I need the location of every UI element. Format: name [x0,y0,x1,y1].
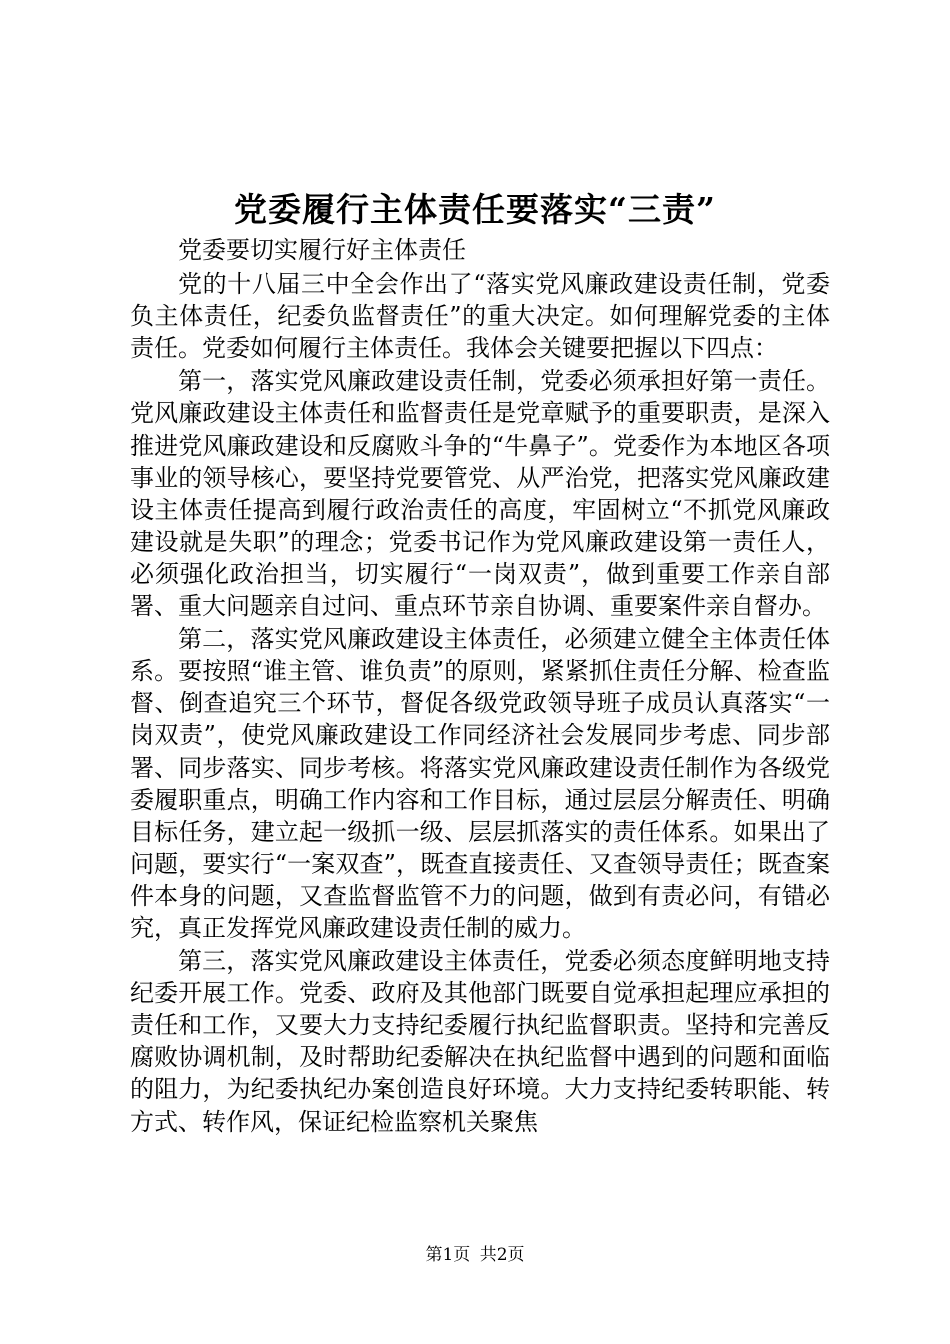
document-title: 党委履行主体责任要落实“三责” [234,190,716,229]
paragraph-first: 第一，落实党风廉政建设责任制，党委必须承担好第一责任。党风廉政建设主体责任和监督责任是党章赋予的重要职责，是深入推进党风廉政建设和反腐败斗争的“牛鼻子”。党委作为本地区各项事业的领导核心，要坚持党要管党、从严治党，把落实党风廉政建设主体责任提高到履行政治责任的高度，牢固树立“不抓党风廉政建设就是失职”的理念；党委书记作为党风廉政建设第一责任人，必须强化政治担当，切实履行“一岗双责”，做到重要工作亲自部署、重大问题亲自过问、重点环节亲自协调、重要案件亲自督办。 [130,367,830,621]
paragraph-second: 第二，落实党风廉政建设主体责任，必须建立健全主体责任体系。要按照“谁主管、谁负责”的原则，紧紧抓住责任分解、检查监督、倒查追究三个环节，督促各级党政领导班子成员认真落实“一岗双责”，使党风廉政建设工作同经济社会发展同步考虑、同步部署、同步落实、同步考核。将落实党风廉政建设责任制作为各级党委履职重点，明确工作内容和工作目标，通过层层分解责任、明确目标任务，建立起一级抓一级、层层抓落实的责任体系。如果出了问题，要实行“一案双查”，既查直接责任、又查领导责任；既查案件本身的问题，又查监督监管不力的问题，做到有责必问，有错必究，真正发挥党风廉政建设责任制的威力。 [130,625,830,942]
subheading: 党委要切实履行好主体责任 [178,236,466,264]
page-number: 第1页 [425,1245,471,1265]
page-total: 共2页 [479,1245,525,1265]
document-body [130,234,830,1139]
page-footer [0,1244,950,1266]
paragraph-third: 第三，落实党风廉政建设主体责任，党委必须态度鲜明地支持纪委开展工作。党委、政府及其他部门既要自觉承担起理应承担的责任和工作，又要大力支持纪委履行执纪监督职责。坚持和完善反腐败协调机制，及时帮助纪委解决在执纪监督中遇到的问题和面临的阻力，为纪委执纪办案创造良好环境。大力支持纪委转职能、转方式、转作风，保证纪检监察机关聚焦 [130,947,830,1136]
paragraph-intro: 党的十八届三中全会作出了“落实党风廉政建设责任制，党委负主体责任，纪委负监督责任”的重大决定。如何理解党委的主体责任。党委如何履行主体责任。我体会关键要把握以下四点： [130,270,830,363]
